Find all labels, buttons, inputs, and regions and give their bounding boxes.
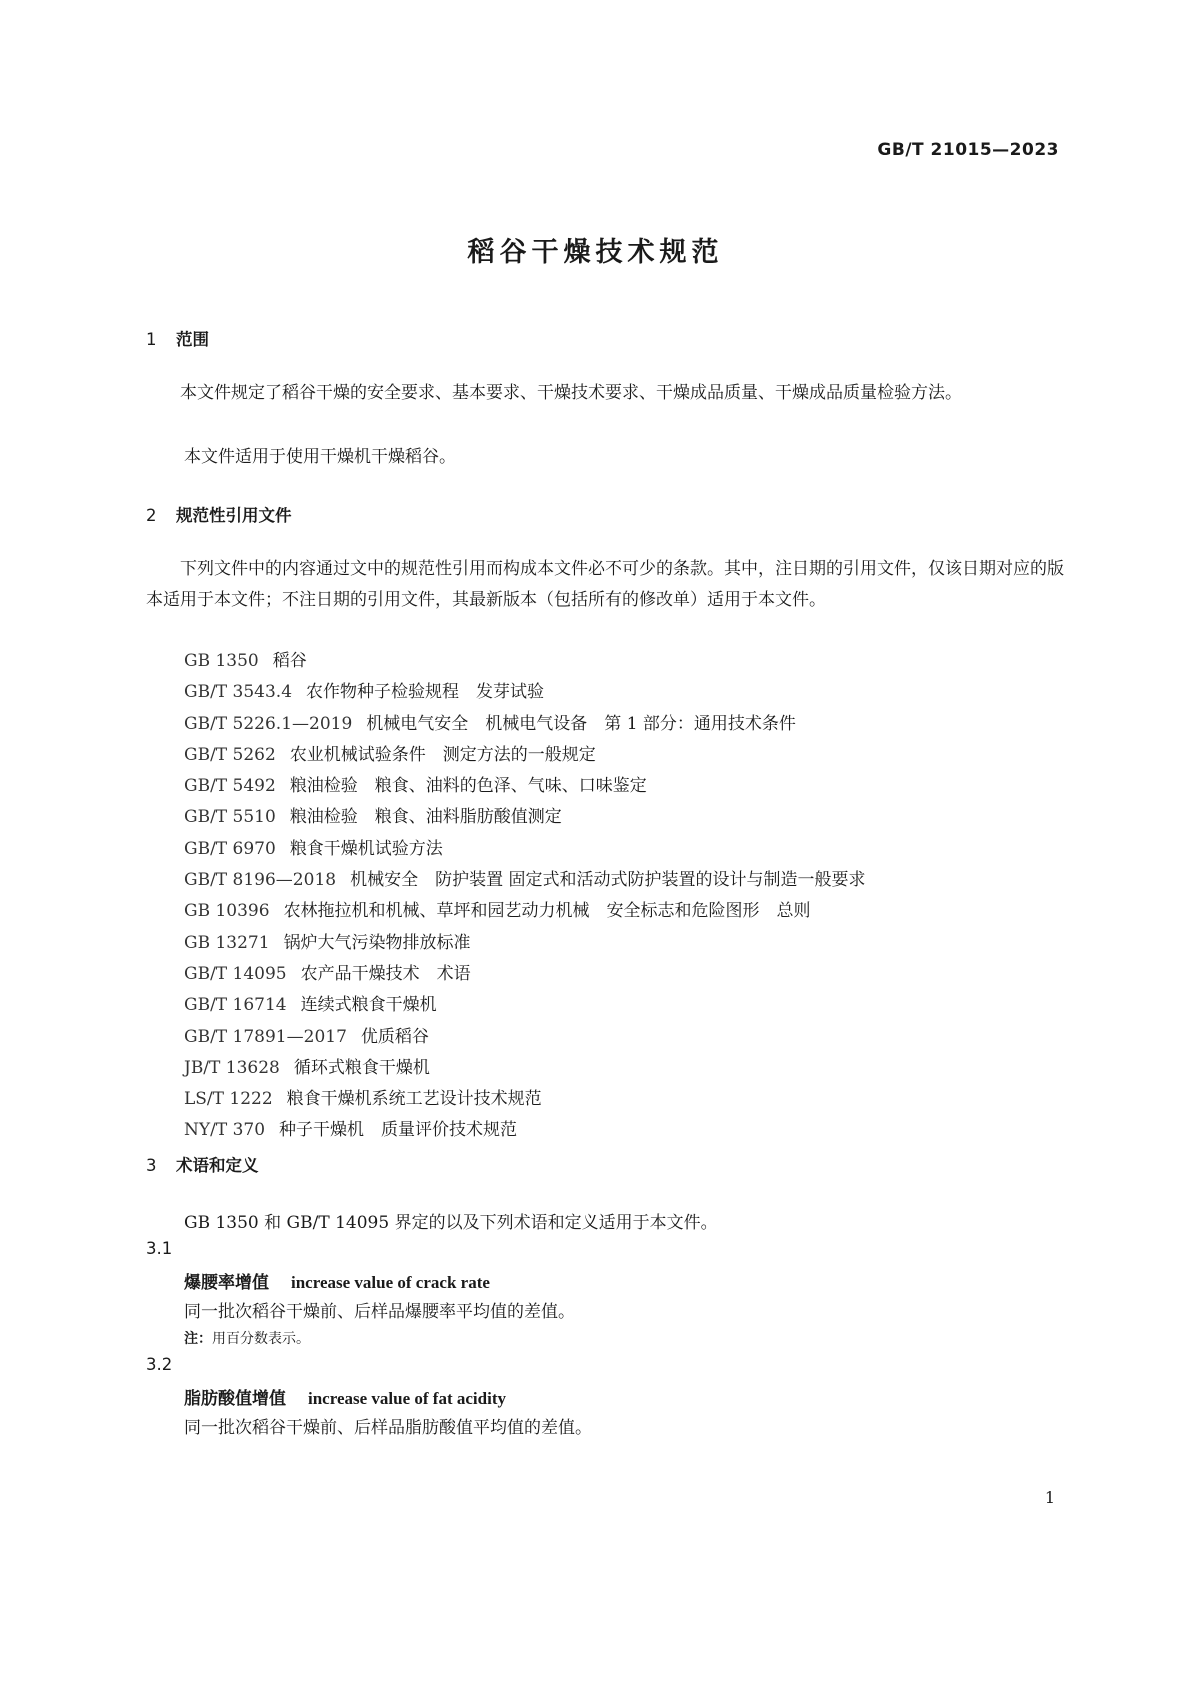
reference-item bbox=[184, 834, 865, 865]
clause-number: 3.2 bbox=[146, 1355, 173, 1374]
reference-code: GB/T 5492 bbox=[184, 776, 276, 797]
reference-code: GB/T 5226.1—2019 bbox=[184, 713, 353, 734]
section-number: 1 bbox=[146, 330, 157, 349]
reference-title: 稻谷 bbox=[272, 651, 307, 671]
reference-code: GB/T 14095 bbox=[184, 963, 287, 984]
reference-item bbox=[184, 709, 865, 740]
reference-item bbox=[184, 990, 865, 1021]
reference-title: 农产品干燥技术 术语 bbox=[300, 963, 471, 984]
reference-code: GB/T 8196—2018 bbox=[184, 870, 337, 891]
reference-item bbox=[184, 1022, 865, 1053]
section-heading-scope bbox=[146, 326, 209, 350]
term-english: increase value of crack rate bbox=[291, 1273, 490, 1292]
note-label: 注： bbox=[184, 1331, 212, 1347]
section-number: 2 bbox=[146, 506, 157, 525]
reference-code: GB/T 3543.4 bbox=[184, 682, 293, 703]
reference-item bbox=[184, 646, 865, 677]
term-chinese: 爆腰率增值 bbox=[184, 1273, 269, 1293]
reference-item bbox=[184, 865, 865, 896]
term-english: increase value of fat acidity bbox=[308, 1389, 506, 1408]
reference-code: GB/T 16714 bbox=[184, 995, 287, 1016]
reference-code: JB/T 13628 bbox=[184, 1057, 280, 1078]
section-number: 3 bbox=[146, 1156, 157, 1175]
term-note bbox=[184, 1328, 310, 1348]
reference-code: GB/T 17891—2017 bbox=[184, 1026, 347, 1047]
reference-title: 农业机械试验条件 测定方法的一般规定 bbox=[289, 744, 596, 765]
section-title: 规范性引用文件 bbox=[176, 506, 292, 525]
reference-item bbox=[184, 896, 865, 927]
reference-title: 粮食干燥机系统工艺设计技术规范 bbox=[286, 1089, 542, 1110]
reference-title: 粮食干燥机试验方法 bbox=[289, 838, 443, 859]
clause-number: 3.1 bbox=[146, 1239, 173, 1258]
scope-paragraph: 本文件规定了稻谷干燥的安全要求、基本要求、干燥技术要求、干燥成品质量、干燥成品质量检验方法。 bbox=[180, 383, 962, 403]
reference-code: GB 13271 bbox=[184, 932, 270, 953]
references-intro: 下列文件中的内容通过文中的规范性引用而构成本文件必不可少的条款。其中，注日期的引用文件，仅该日期对应的版本适用于本文件；不注日期的引用文件，其最新版本（包括所有的修改单）适用于本文件。 bbox=[146, 559, 1064, 610]
reference-code: GB/T 6970 bbox=[184, 838, 276, 859]
note-text: 用百分数表示。 bbox=[212, 1331, 310, 1347]
reference-item bbox=[184, 771, 865, 802]
section-heading-terms bbox=[146, 1152, 259, 1176]
term-definition: 同一批次稻谷干燥前、后样品脂肪酸值平均值的差值。 bbox=[184, 1418, 592, 1438]
section-title: 术语和定义 bbox=[176, 1156, 259, 1175]
reference-title: 机械电气安全 机械电气设备 第 1 部分：通用技术条件 bbox=[366, 713, 796, 734]
section-title: 范围 bbox=[176, 330, 209, 349]
term-entry bbox=[184, 1384, 506, 1409]
reference-title: 粮油检验 粮食、油料的色泽、气味、口味鉴定 bbox=[289, 776, 647, 797]
reference-item bbox=[184, 1084, 865, 1115]
reference-code: GB 1350 bbox=[184, 651, 259, 671]
reference-code: LS/T 1222 bbox=[184, 1089, 273, 1110]
reference-item bbox=[184, 740, 865, 771]
reference-title: 种子干燥机 质量评价技术规范 bbox=[279, 1120, 518, 1141]
reference-item bbox=[184, 677, 865, 708]
reference-title: 粮油检验 粮食、油料脂肪酸值测定 bbox=[289, 807, 562, 828]
reference-list bbox=[184, 646, 865, 1147]
reference-code: GB/T 5510 bbox=[184, 807, 276, 828]
reference-title: 优质稻谷 bbox=[360, 1026, 429, 1047]
reference-title: 机械安全 防护装置 固定式和活动式防护装置的设计与制造一般要求 bbox=[350, 870, 866, 891]
reference-title: 农作物种子检验规程 发芽试验 bbox=[306, 682, 545, 703]
terms-intro: GB 1350 和 GB/T 14095 界定的以及下列术语和定义适用于本文件。 bbox=[184, 1213, 718, 1233]
reference-title: 锅炉大气污染物排放标准 bbox=[283, 932, 471, 953]
standard-code: GB/T 21015—2023 bbox=[877, 140, 1059, 160]
reference-code: GB/T 5262 bbox=[184, 744, 276, 765]
reference-code: GB 10396 bbox=[184, 901, 270, 922]
term-definition: 同一批次稻谷干燥前、后样品爆腰率平均值的差值。 bbox=[184, 1302, 575, 1322]
document-title: 稻谷干燥技术规范 bbox=[467, 237, 724, 268]
section-heading-references bbox=[146, 502, 292, 526]
scope-applicability: 本文件适用于使用干燥机干燥稻谷。 bbox=[184, 447, 456, 467]
reference-item bbox=[184, 1115, 865, 1146]
reference-code: NY/T 370 bbox=[184, 1120, 266, 1141]
reference-item bbox=[184, 959, 865, 990]
term-entry bbox=[184, 1268, 490, 1293]
reference-title: 农林拖拉机和机械、草坪和园艺动力机械 安全标志和危险图形 总则 bbox=[283, 901, 811, 922]
page-number: 1 bbox=[1044, 1488, 1055, 1507]
reference-title: 循环式粮食干燥机 bbox=[293, 1057, 430, 1078]
reference-item bbox=[184, 1053, 865, 1084]
term-chinese: 脂肪酸值增值 bbox=[184, 1389, 286, 1409]
reference-title: 连续式粮食干燥机 bbox=[300, 995, 437, 1016]
reference-item bbox=[184, 928, 865, 959]
reference-item bbox=[184, 802, 865, 833]
